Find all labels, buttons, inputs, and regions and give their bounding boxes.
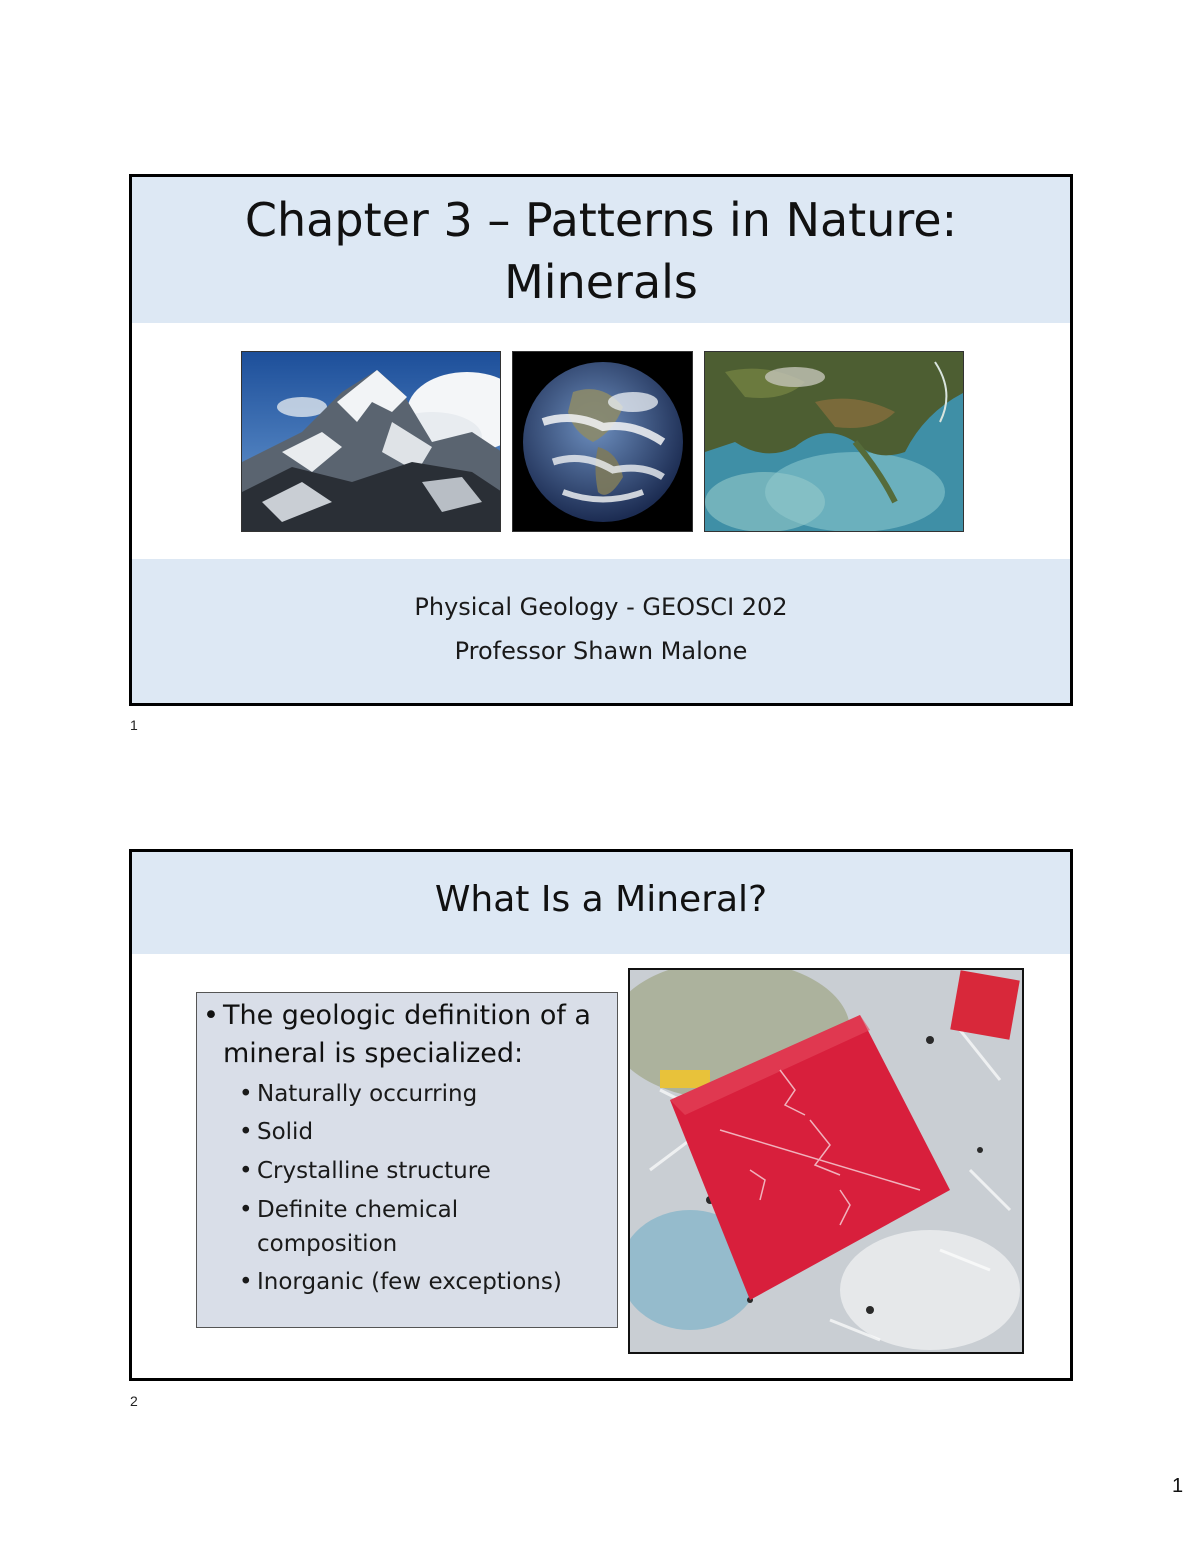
sub-bullet: • Inorganic (few exceptions) — [239, 1269, 562, 1295]
earth-globe-photo — [512, 351, 693, 532]
red-mineral-crystal-photo — [628, 968, 1024, 1354]
title-line-2: Minerals — [504, 255, 698, 309]
sub-bullet: • Definite chemical composition — [239, 1197, 459, 1257]
bullet-box — [196, 992, 618, 1328]
sub-bullet: • Naturally occurring — [239, 1081, 478, 1107]
bullet-dot: • — [203, 1000, 219, 1031]
slide-2 — [129, 849, 1073, 1381]
river-delta-satellite-photo — [704, 351, 964, 532]
main-bullet: • The geologic definition of a mineral is specialized: — [203, 997, 613, 1073]
title-line-1: Chapter 3 – Patterns in Nature: — [244, 193, 958, 247]
slide-title — [132, 189, 1070, 313]
course-subtitle: Physical Geology - GEOSCI 202 — [414, 593, 788, 621]
subtitle-band — [132, 559, 1070, 703]
slide-number-2: 2 — [130, 1393, 138, 1409]
slide-title: What Is a Mineral? — [434, 879, 768, 920]
professor-subtitle: Professor Shawn Malone — [454, 637, 748, 665]
mountain-photo — [241, 351, 501, 532]
page-number: 1 — [1172, 1475, 1184, 1497]
slide-number-1: 1 — [130, 717, 138, 733]
sub-bullet: • Crystalline structure — [239, 1158, 491, 1184]
slide-1 — [129, 174, 1073, 706]
sub-bullet: • Solid — [239, 1119, 314, 1145]
